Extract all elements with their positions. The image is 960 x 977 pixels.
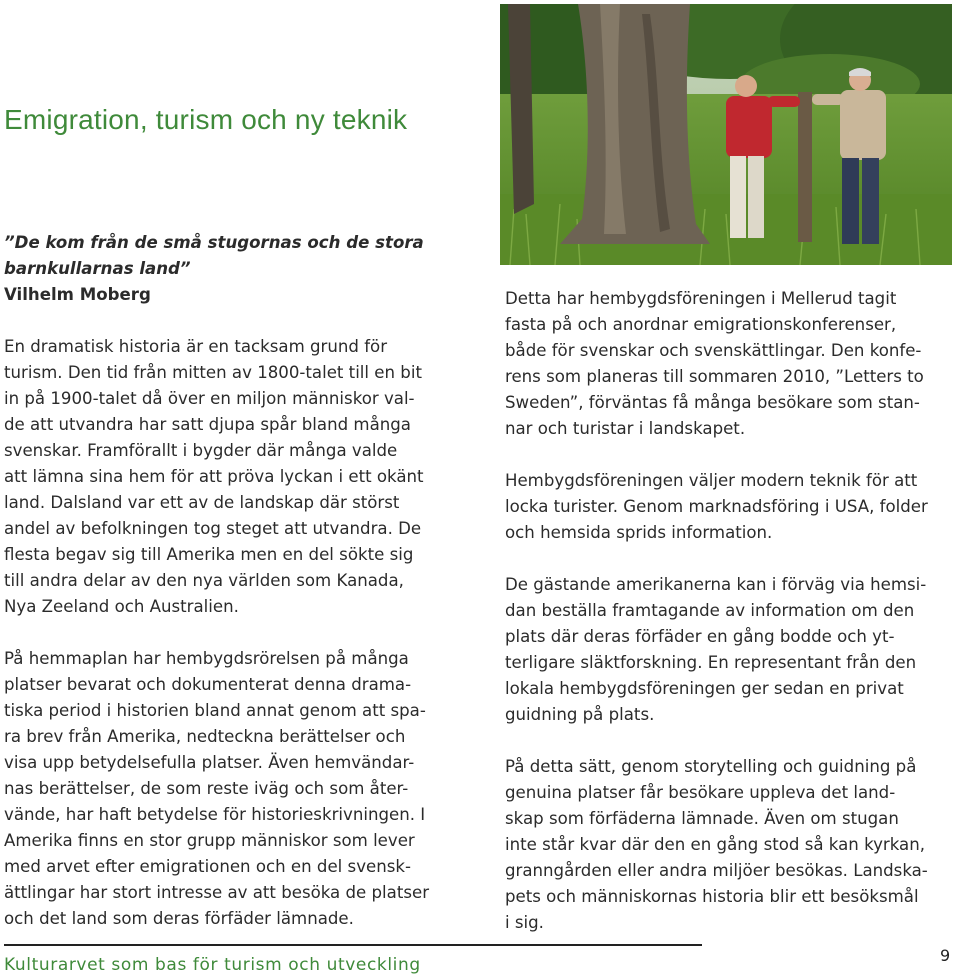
text-line: Sweden”, förväntas få många besökare som stan- [505,393,920,412]
text-line: ra brev från Amerika, nedteckna berättelser och [4,727,406,746]
paragraph [505,754,960,936]
page-number: 9 [940,946,951,965]
paragraph [4,334,464,620]
text-line: skap som förfäderna lämnade. Även om stugan [505,809,899,828]
text-line: pets och människornas historia blir ett besöksmål [505,887,919,906]
text-line: terligare släktforskning. En representant från den [505,653,917,672]
photo-two-men-by-oak-tree [500,4,952,265]
text-line: att lämna sina hem för att pröva lyckan i ett okänt [4,467,424,486]
text-line: både för svenskar och svenskättlingar. Den konfe- [505,341,922,360]
photo-illustration [500,4,952,265]
text-line: På hemmaplan har hembygdsrörelsen på många [4,649,409,668]
text-line: tiska period i historien bland annat genom att spa- [4,701,426,720]
text-line: Amerika finns en stor grupp människor som lever [4,831,415,850]
text-line: nas berättelser, de som reste iväg och som åter- [4,779,409,798]
text-line: inte står kvar där den en gång stod så kan kyrkan, [505,835,926,854]
text-line: Nya Zeeland och Australien. [4,597,239,616]
text-line: platser bevarat och dokumenterat denna drama- [4,675,412,694]
text-line: ättlingar har stort intresse av att besöka de platser [4,883,430,902]
text-line: Detta har hembygdsföreningen i Mellerud tagit [505,289,897,308]
page-title: Emigration, turism och ny teknik [4,104,408,135]
quote-line: barnkullarnas land” [4,259,191,278]
text-line: guidning på plats. [505,705,655,724]
quote-author: Vilhelm Moberg [4,285,151,304]
text-line: En dramatisk historia är en tacksam grund för [4,337,388,356]
text-line: till andra delar av den nya världen som Kanada, [4,571,404,590]
text-line: andel av befolkningen tog steget att utvandra. De [4,519,422,538]
text-line: land. Dalsland var ett av de landskap där störst [4,493,400,512]
text-line: svenskar. Framförallt i bygder där många valde [4,441,398,460]
footer-divider [4,944,702,946]
text-line: lokala hembygdsföreningen ger sedan en privat [505,679,904,698]
text-line: locka turister. Genom marknadsföring i USA, folder [505,497,928,516]
left-column [4,230,464,932]
text-line: genuina platser får besökare uppleva det land- [505,783,896,802]
text-line: På detta sätt, genom storytelling och guidning på [505,757,917,776]
text-line: med arvet efter emigrationen och en del svensk- [4,857,411,876]
text-line: och det land som deras förfäder lämnade. [4,909,354,928]
text-line: de att utvandra har satt djupa spår bland många [4,415,411,434]
paragraph [505,286,960,442]
text-line: dan beställa framtagande av information om den [505,601,915,620]
right-column [505,286,960,936]
text-line: visa upp betydelsefulla platser. Även hemvändar- [4,753,415,772]
text-line: fasta på och anordnar emigrationskonferenser, [505,315,897,334]
quote-line: ”De kom från de små stugornas och de stora [4,233,424,252]
text-line: in på 1900-talet då över en miljon människor val- [4,389,415,408]
text-line: Hembygdsföreningen väljer modern teknik för att [505,471,918,490]
paragraph [4,646,464,932]
text-line: rens som planeras till sommaren 2010, ”Letters to [505,367,924,386]
paragraph [505,468,960,546]
text-line: vände, har haft betydelse för historieskrivningen. I [4,805,426,824]
text-line: flesta begav sig till Amerika men en del sökte sig [4,545,414,564]
text-line: De gästande amerikanerna kan i förväg via hemsi- [505,575,927,594]
text-line: i sig. [505,913,544,932]
text-line: nar och turistar i landskapet. [505,419,746,438]
text-line: granngården eller andra miljöer besökas. Landska- [505,861,928,880]
text-line: plats där deras förfäder en gång bodde och yt- [505,627,895,646]
quote [4,230,464,282]
paragraph [505,572,960,728]
text-line: och hemsida sprids information. [505,523,773,542]
footer-text: Kulturarvet som bas för turism och utveckling [4,955,421,975]
text-line: turism. Den tid från mitten av 1800-talet till en bit [4,363,422,382]
